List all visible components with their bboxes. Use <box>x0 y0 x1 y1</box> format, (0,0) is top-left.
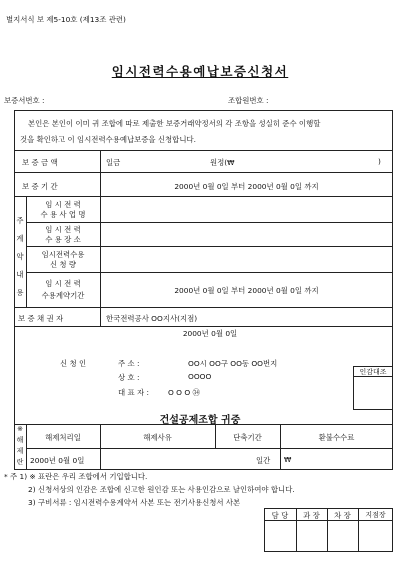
amount-prefix: 일금 <box>106 158 121 167</box>
cancel-header-fee: 환불수수료 <box>318 433 355 442</box>
contract-label-3a: 임시전력수용 <box>41 250 85 259</box>
contract-group-label: 주 계 약 내 용 <box>16 216 24 297</box>
contract-label-4b: 수용계약기간 <box>41 291 85 300</box>
address-value: OO시 OO구 OO동 OO번지 <box>188 359 278 368</box>
creditor-label: 보 증 채 권 자 <box>18 314 64 323</box>
approval-staff: 담 당 <box>271 511 289 520</box>
page-title: 임시전력수용예납보증신청서 <box>111 64 289 79</box>
cancel-date-value: 2000년 0월 0일 <box>30 456 85 465</box>
rep-value: O O O ㉞ <box>168 388 200 397</box>
form-id: 별지서식 보 제5-10호 (제13조 관련) <box>6 15 126 24</box>
applicant-label: 신 청 인 <box>60 359 87 368</box>
period-value: 2000년 0월 0일 부터 2000년 0월 0일 까지 <box>174 182 319 191</box>
pledge-text-2: 것을 확인하고 이 임시전력수용예납보증을 신청합니다. <box>20 135 196 144</box>
address-label: 주 소 : <box>118 359 140 368</box>
company-value: OOOO <box>188 372 212 381</box>
guarantee-no-label: 보증서번호 : <box>4 96 45 105</box>
seal-label: 인감대조 <box>359 368 387 376</box>
cancel-header-reason: 해제사유 <box>143 433 172 442</box>
cancel-period-value: 일간 <box>256 456 271 465</box>
union-recipient: 건설공제조합 귀중 <box>159 415 241 426</box>
contract-label-2a: 임 시 전 력 <box>45 225 81 234</box>
amount-close: ) <box>378 157 381 166</box>
member-no-label: 조합원번호 : <box>228 96 269 105</box>
note-3: 3) 구비서류 : 임시전력수용계약서 사본 또는 전기사용신청서 사본 <box>28 498 241 507</box>
cancel-fee-value: ₩ <box>284 455 292 464</box>
creditor-value: 한국전력공사 OO지사(지점) <box>106 314 198 323</box>
contract-label-3b: 신 청 량 <box>49 260 77 269</box>
contract-label-1a: 임 시 전 력 <box>45 200 81 209</box>
company-label: 상 호 : <box>118 373 140 382</box>
contract-label-2b: 수 용 장 소 <box>45 235 81 244</box>
amount-won: 원정(₩ <box>210 158 235 167</box>
note-2: 2) 신청서상의 인감은 조합에 신고한 원인감 또는 사용인감으로 날인하여야 합니다. <box>28 485 295 494</box>
cancel-side-label: ※ 해 제 란 <box>16 425 24 466</box>
cancel-header-period: 단축기간 <box>233 433 262 442</box>
approval-branch-head: 지점장 <box>365 511 386 519</box>
note-1: * 주 1) ※ 표란은 우리 조합에서 기입합니다. <box>4 472 148 481</box>
period-label: 보 증 기 간 <box>22 182 58 191</box>
rep-label: 대 표 자 : <box>118 388 149 397</box>
applicant-date: 2000년 0월 0일 <box>182 329 238 338</box>
amount-label: 보 증 금 액 <box>22 158 58 167</box>
contract-label-1b: 수 용 사 업 명 <box>40 210 86 219</box>
cancel-header-date: 해제처리일 <box>45 433 81 442</box>
approval-manager: 과 장 <box>303 511 320 520</box>
pledge-text-1: 본인은 본인이 이미 귀 조합에 따로 제출한 보증거래약정서의 각 조항을 성실히 준수 이행할 <box>28 119 321 128</box>
contract-label-4a: 임 시 전 력 <box>45 279 81 288</box>
contract-period-value: 2000년 0월 0일 부터 2000년 0월 0일 까지 <box>174 286 319 295</box>
approval-deputy: 차 장 <box>334 511 351 520</box>
